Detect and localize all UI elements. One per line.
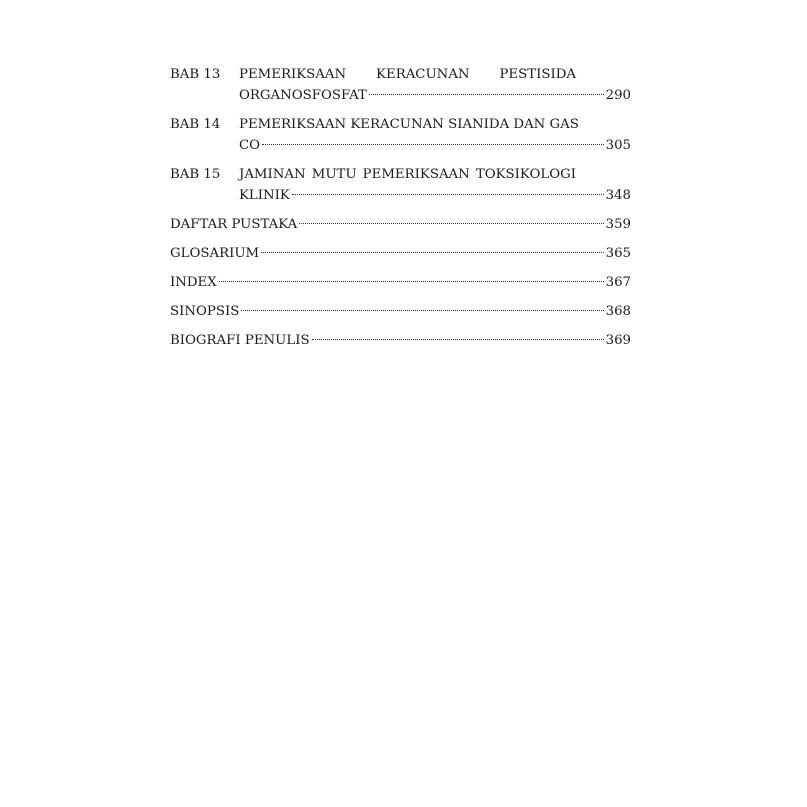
chapter-title-line2: KLINIK	[239, 188, 290, 203]
entry-label: GLOSARIUM	[170, 246, 260, 261]
toc-entry-sinopsis	[170, 301, 631, 322]
chapter-number: BAB 14	[170, 117, 221, 132]
toc-entry-glosarium	[170, 243, 631, 264]
chapter-title-line1: PEMERIKSAAN KERACUNAN PESTISIDA	[239, 67, 576, 82]
page-number: 305	[605, 138, 631, 153]
page-number: 369	[605, 333, 631, 348]
entry-label: DAFTAR PUSTAKA	[170, 217, 298, 232]
toc-chapter-14	[170, 114, 631, 156]
toc-entry-index	[170, 272, 631, 293]
entry-label: INDEX	[170, 275, 217, 290]
dot-leader	[369, 94, 604, 95]
dot-leader	[299, 223, 603, 224]
chapter-title-line2: CO	[239, 138, 261, 153]
entry-label: SINOPSIS	[170, 304, 240, 319]
chapter-title-leader	[239, 85, 631, 106]
toc-chapter-15	[170, 164, 631, 206]
page-number: 365	[605, 246, 631, 261]
chapter-number: BAB 15	[170, 167, 221, 182]
dot-leader	[262, 144, 604, 145]
dot-leader	[312, 339, 604, 340]
toc-entry-biografi-penulis	[170, 330, 631, 351]
dot-leader	[292, 194, 604, 195]
chapter-number: BAB 13	[170, 67, 221, 82]
page-number: 367	[605, 275, 631, 290]
chapter-title-leader	[239, 185, 631, 206]
entry-label: BIOGRAFI PENULIS	[170, 333, 310, 348]
chapter-title-block	[239, 64, 631, 106]
dot-leader	[241, 310, 603, 311]
page-number: 359	[605, 217, 631, 232]
table-of-contents	[170, 64, 631, 359]
chapter-title-leader	[239, 135, 631, 156]
chapter-title-line1: PEMERIKSAAN KERACUNAN SIANIDA DAN GAS	[239, 117, 579, 132]
chapter-title-line2: ORGANOSFOSFAT	[239, 88, 367, 103]
page-number: 348	[605, 188, 631, 203]
toc-entry-daftar-pustaka	[170, 214, 631, 235]
chapter-title-line1: JAMINAN MUTU PEMERIKSAAN TOKSIKOLOGI	[239, 167, 576, 182]
chapter-title-block	[239, 114, 631, 156]
dot-leader	[219, 281, 604, 282]
page-number: 290	[605, 88, 631, 103]
dot-leader	[261, 252, 603, 253]
page-number: 368	[605, 304, 631, 319]
chapter-title-block	[239, 164, 631, 206]
toc-chapter-13	[170, 64, 631, 106]
